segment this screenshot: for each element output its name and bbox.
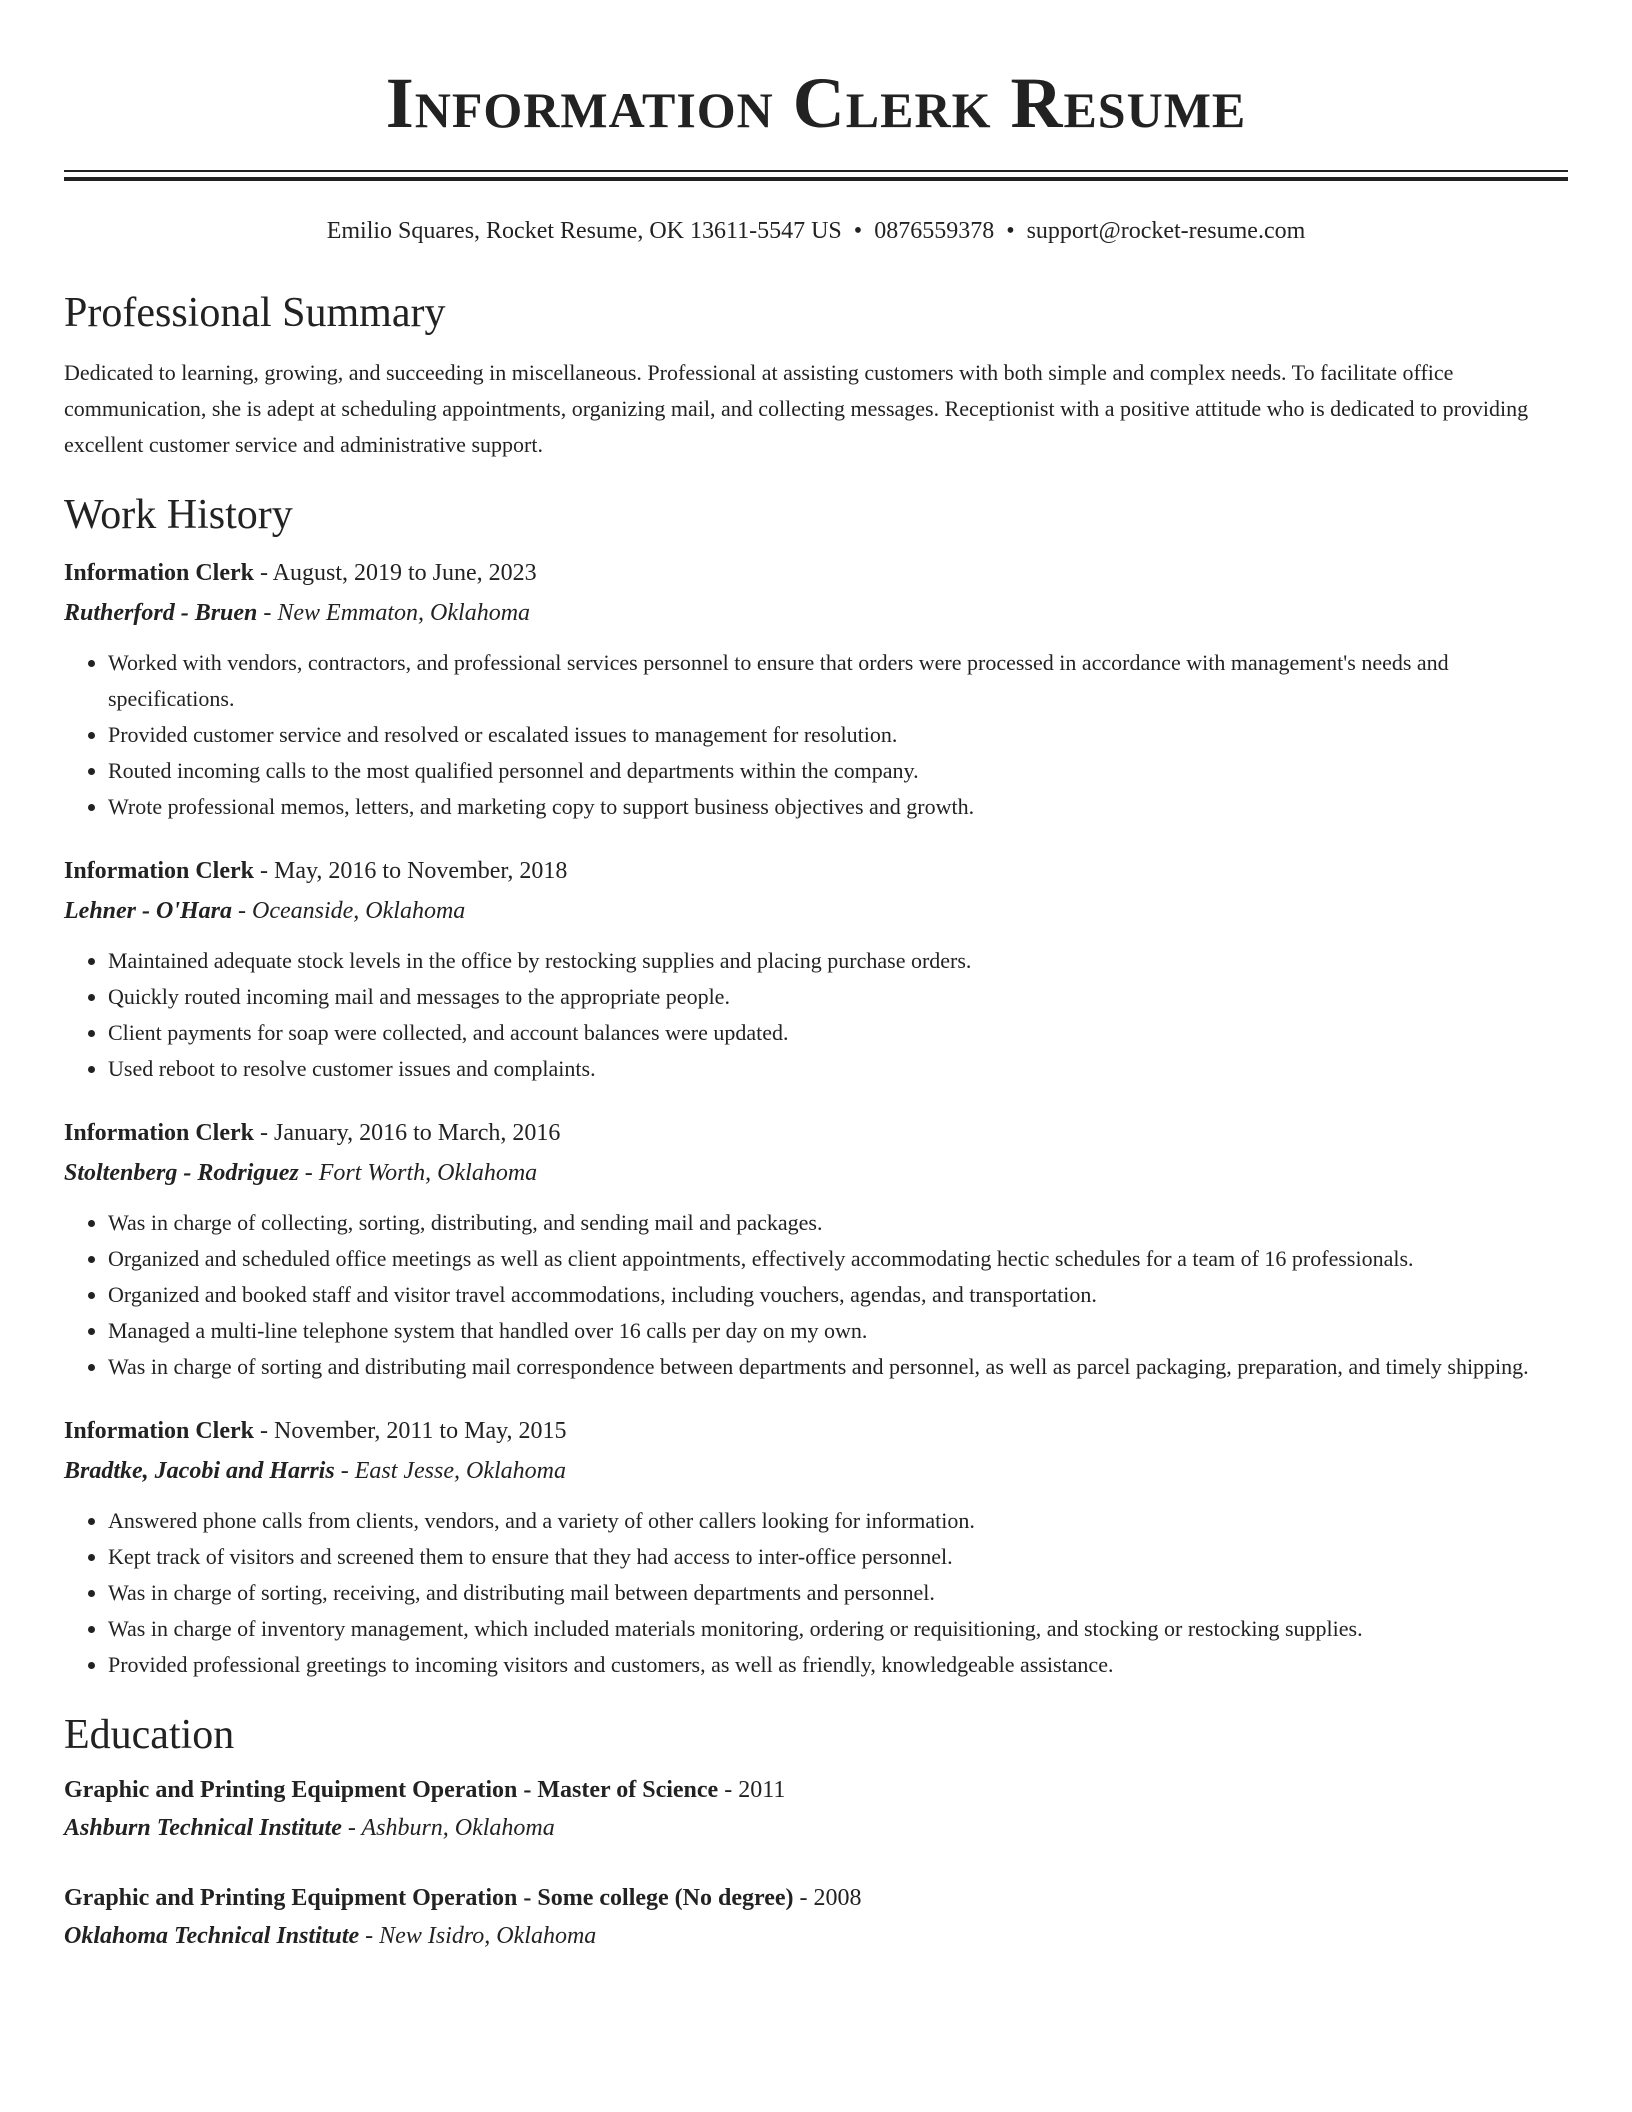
- job-duty: • Organized and scheduled office meetings as well as client appointments, effectively accommodating hectic schedules for a team of 16 professionals.: [108, 1241, 1568, 1277]
- job-duty: • Managed a multi-line telephone system that handled over 16 calls per day on my own.: [108, 1313, 1568, 1349]
- job-title: Information Clerk: [64, 560, 254, 586]
- job-duty: • Used reboot to resolve customer issues and complaints.: [108, 1051, 1568, 1087]
- job-dash: -: [253, 858, 274, 884]
- job-duty: • Was in charge of inventory management, which included materials monitoring, ordering or requisitioning, and stocking or restocking supplies.: [108, 1611, 1568, 1647]
- summary-heading: Professional Summary: [64, 290, 446, 336]
- job-duties-list: [64, 943, 1568, 1087]
- job-dash: -: [253, 560, 273, 586]
- education-dash: -: [718, 1777, 739, 1803]
- job-duty: • Client payments for soap were collected, and account balances were updated.: [108, 1015, 1568, 1051]
- job-company: Bradtke, Jacobi and Harris: [64, 1458, 335, 1484]
- contact-line: [64, 215, 1568, 247]
- title-divider: [64, 170, 1568, 181]
- job-company-line: [64, 593, 1568, 633]
- job-duty: • Was in charge of sorting and distributing mail correspondence between departments and personnel, as well as parcel packaging, preparation, and timely shipping.: [108, 1349, 1568, 1385]
- job-duties-list: [64, 1503, 1568, 1683]
- job-duty: • Worked with vendors, contractors, and professional services personnel to ensure that orders were processed in accordance with management's needs and specifications.: [108, 645, 1568, 717]
- job-title-line: [64, 1411, 1568, 1451]
- job-duty: • Wrote professional memos, letters, and marketing copy to support business objectives and growth.: [108, 789, 1568, 825]
- job-duty: • Routed incoming calls to the most qualified personnel and departments within the company.: [108, 753, 1568, 789]
- job-duty: • Provided professional greetings to incoming visitors and customers, as well as friendly, knowledgeable assistance.: [108, 1647, 1568, 1683]
- job-company: Stoltenberg - Rodriguez: [64, 1160, 299, 1186]
- job-duty: • Provided customer service and resolved or escalated issues to management for resolution.: [108, 717, 1568, 753]
- education-school: Oklahoma Technical Institute: [64, 1923, 360, 1949]
- education-degree-line: [64, 1771, 1568, 1809]
- education-year: 2008: [813, 1885, 862, 1911]
- education-school-line: [64, 1917, 1568, 1955]
- job-duty: • Kept track of visitors and screened them to ensure that they had access to inter-office personnel.: [108, 1539, 1568, 1575]
- education-dash: -: [793, 1885, 814, 1911]
- job-entry: [64, 851, 1568, 1087]
- job-company-line: [64, 1153, 1568, 1193]
- contact-phone: 0876559378: [874, 218, 995, 244]
- job-duties-list: [64, 645, 1568, 825]
- job-duty: • Was in charge of sorting, receiving, and distributing mail between departments and personnel.: [108, 1575, 1568, 1611]
- job-entry: [64, 1113, 1568, 1385]
- education-dash: -: [341, 1815, 362, 1841]
- contact-email: support@rocket-resume.com: [1026, 218, 1306, 244]
- job-duty: • Maintained adequate stock levels in the office by restocking supplies and placing purchase orders.: [108, 943, 1568, 979]
- education-location: Ashburn, Oklahoma: [361, 1815, 555, 1841]
- job-dates: November, 2011 to May, 2015: [273, 1418, 567, 1444]
- education-year: 2011: [738, 1777, 786, 1803]
- page-title: Information Clerk Resume: [385, 63, 1247, 143]
- education-degree: Graphic and Printing Equipment Operation - Some college (No degree): [64, 1885, 794, 1911]
- education-entry: [64, 1771, 1568, 1847]
- job-title: Information Clerk: [64, 1418, 254, 1444]
- job-location: New Emmaton, Oklahoma: [277, 600, 531, 626]
- job-dash: -: [253, 1120, 274, 1146]
- job-company: Lehner - O'Hara: [64, 898, 232, 924]
- education-school-line: [64, 1809, 1568, 1847]
- job-entry: [64, 1411, 1568, 1683]
- job-dash: -: [253, 1418, 274, 1444]
- job-duty: • Organized and booked staff and visitor travel accommodations, including vouchers, agendas, and transportation.: [108, 1277, 1568, 1313]
- job-entry: [64, 553, 1568, 825]
- job-dash: -: [334, 1458, 355, 1484]
- job-title: Information Clerk: [64, 1120, 254, 1146]
- education-degree: Graphic and Printing Equipment Operation - Master of Science: [64, 1777, 719, 1803]
- education-school: Ashburn Technical Institute: [64, 1815, 342, 1841]
- job-dash: -: [257, 600, 278, 626]
- job-duties-list: [64, 1205, 1568, 1385]
- education-degree-line: [64, 1879, 1568, 1917]
- job-location: Fort Worth, Oklahoma: [318, 1160, 538, 1186]
- job-title: Information Clerk: [64, 858, 254, 884]
- job-location: East Jesse, Oklahoma: [354, 1458, 566, 1484]
- work-history-heading: Work History: [64, 492, 293, 538]
- job-duty: • Answered phone calls from clients, vendors, and a variety of other callers looking for information.: [108, 1503, 1568, 1539]
- education-dash: -: [359, 1923, 380, 1949]
- job-title-line: [64, 1113, 1568, 1153]
- job-company-line: [64, 891, 1568, 931]
- education-entry: [64, 1879, 1568, 1955]
- job-dates: August, 2019 to June, 2023: [272, 560, 537, 586]
- job-title-line: [64, 851, 1568, 891]
- job-company: Rutherford - Bruen: [64, 600, 258, 626]
- job-duty: • Was in charge of collecting, sorting, distributing, and sending mail and packages.: [108, 1205, 1568, 1241]
- education-location: New Isidro, Oklahoma: [379, 1923, 597, 1949]
- contact-address: Emilio Squares, Rocket Resume, OK 13611-5547 US: [326, 218, 842, 244]
- contact-separator: •: [1006, 218, 1015, 244]
- job-title-line: [64, 553, 1568, 593]
- job-company-line: [64, 1451, 1568, 1491]
- summary-text: Dedicated to learning, growing, and succeeding in miscellaneous. Professional at assisting customers with both simple and complex needs. To facilitate office communication, she is adept at scheduling appointments, organizing mail, and collecting messages. Receptionist with a positive attitude who is dedicated to providing excellent customer service and administrative support.: [64, 360, 1529, 457]
- education-heading: Education: [64, 1712, 235, 1758]
- job-dates: January, 2016 to March, 2016: [273, 1120, 561, 1146]
- job-dash: -: [232, 898, 252, 924]
- job-dates: May, 2016 to November, 2018: [273, 858, 568, 884]
- job-duty: • Quickly routed incoming mail and messages to the appropriate people.: [108, 979, 1568, 1015]
- job-location: Oceanside, Oklahoma: [252, 898, 466, 924]
- job-dash: -: [298, 1160, 319, 1186]
- contact-separator: •: [853, 218, 863, 244]
